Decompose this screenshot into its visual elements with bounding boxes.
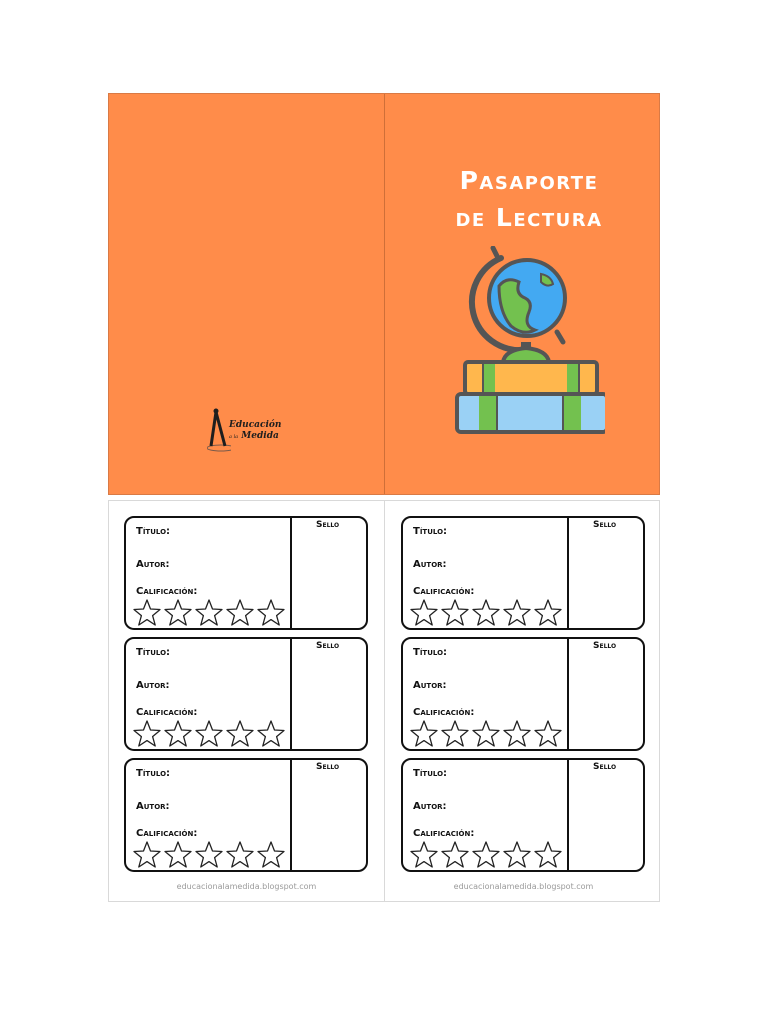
title-label: Título: xyxy=(136,647,171,658)
star-outline-icon[interactable] xyxy=(440,719,470,748)
star-outline-icon[interactable] xyxy=(502,598,532,627)
star-rating[interactable] xyxy=(132,719,287,749)
passport-sheet xyxy=(108,93,660,902)
rating-label: Calificación: xyxy=(136,707,198,718)
logo-line1: Educación xyxy=(229,420,282,430)
footer-url-right[interactable]: educacionalamedida.blogspot.com xyxy=(453,882,594,891)
author-label: Autor: xyxy=(413,801,447,812)
title-label: Título: xyxy=(136,526,171,537)
card-divider xyxy=(290,639,292,749)
star-outline-icon[interactable] xyxy=(502,840,532,869)
star-outline-icon[interactable] xyxy=(225,598,255,627)
star-rating[interactable] xyxy=(132,840,287,870)
author-label: Autor: xyxy=(413,680,447,691)
rating-label: Calificación: xyxy=(136,828,198,839)
stamp-label: Sello xyxy=(593,520,617,530)
book-card xyxy=(124,637,368,751)
book-card xyxy=(124,516,368,630)
cover-title-line2: de Lectura xyxy=(455,203,603,232)
star-outline-icon[interactable] xyxy=(533,719,563,748)
stamp-label: Sello xyxy=(316,520,340,530)
star-rating[interactable] xyxy=(409,598,564,628)
cover-title xyxy=(409,162,649,236)
star-outline-icon[interactable] xyxy=(471,719,501,748)
star-outline-icon[interactable] xyxy=(163,840,193,869)
card-divider xyxy=(290,518,292,628)
logo-text xyxy=(229,420,281,443)
rating-label: Calificación: xyxy=(413,828,475,839)
title-label: Título: xyxy=(413,768,448,779)
star-outline-icon[interactable] xyxy=(409,840,439,869)
stamp-label: Sello xyxy=(316,641,340,651)
globe-on-books-icon xyxy=(449,246,605,436)
title-label: Título: xyxy=(413,647,448,658)
card-divider xyxy=(567,518,569,628)
stamp-label: Sello xyxy=(593,641,617,651)
book-card xyxy=(401,758,645,872)
author-label: Autor: xyxy=(136,680,170,691)
stamp-label: Sello xyxy=(316,762,340,772)
rating-label: Calificación: xyxy=(136,586,198,597)
footer-url-left[interactable]: educacionalamedida.blogspot.com xyxy=(176,882,317,891)
star-outline-icon[interactable] xyxy=(533,840,563,869)
card-divider xyxy=(567,760,569,870)
star-outline-icon[interactable] xyxy=(256,840,286,869)
reading-log-pages xyxy=(108,500,660,902)
card-divider xyxy=(567,639,569,749)
author-label: Autor: xyxy=(413,559,447,570)
fold-line xyxy=(384,501,385,901)
star-rating[interactable] xyxy=(409,840,564,870)
star-outline-icon[interactable] xyxy=(194,719,224,748)
star-outline-icon[interactable] xyxy=(471,598,501,627)
star-outline-icon[interactable] xyxy=(409,598,439,627)
star-outline-icon[interactable] xyxy=(256,719,286,748)
logo-small: a la xyxy=(229,434,239,440)
author-label: Autor: xyxy=(136,559,170,570)
star-outline-icon[interactable] xyxy=(409,719,439,748)
card-divider xyxy=(290,760,292,870)
rating-label: Calificación: xyxy=(413,586,475,597)
star-outline-icon[interactable] xyxy=(163,598,193,627)
star-outline-icon[interactable] xyxy=(132,719,162,748)
compass-logo-icon xyxy=(207,406,231,454)
star-rating[interactable] xyxy=(132,598,287,628)
title-label: Título: xyxy=(413,526,448,537)
logo xyxy=(207,406,297,456)
star-outline-icon[interactable] xyxy=(440,598,470,627)
book-card xyxy=(401,637,645,751)
passport-cover xyxy=(108,93,660,495)
logo-line2: Medida xyxy=(241,431,279,441)
star-rating[interactable] xyxy=(409,719,564,749)
star-outline-icon[interactable] xyxy=(132,598,162,627)
cover-title-line1: Pasaporte xyxy=(459,166,599,195)
rating-label: Calificación: xyxy=(413,707,475,718)
star-outline-icon[interactable] xyxy=(225,840,255,869)
star-outline-icon[interactable] xyxy=(163,719,193,748)
stamp-label: Sello xyxy=(593,762,617,772)
star-outline-icon[interactable] xyxy=(225,719,255,748)
book-card xyxy=(124,758,368,872)
book-card xyxy=(401,516,645,630)
title-label: Título: xyxy=(136,768,171,779)
star-outline-icon[interactable] xyxy=(502,719,532,748)
star-outline-icon[interactable] xyxy=(256,598,286,627)
star-outline-icon[interactable] xyxy=(471,840,501,869)
star-outline-icon[interactable] xyxy=(533,598,563,627)
star-outline-icon[interactable] xyxy=(440,840,470,869)
star-outline-icon[interactable] xyxy=(194,840,224,869)
author-label: Autor: xyxy=(136,801,170,812)
fold-line xyxy=(384,94,385,494)
star-outline-icon[interactable] xyxy=(132,840,162,869)
star-outline-icon[interactable] xyxy=(194,598,224,627)
